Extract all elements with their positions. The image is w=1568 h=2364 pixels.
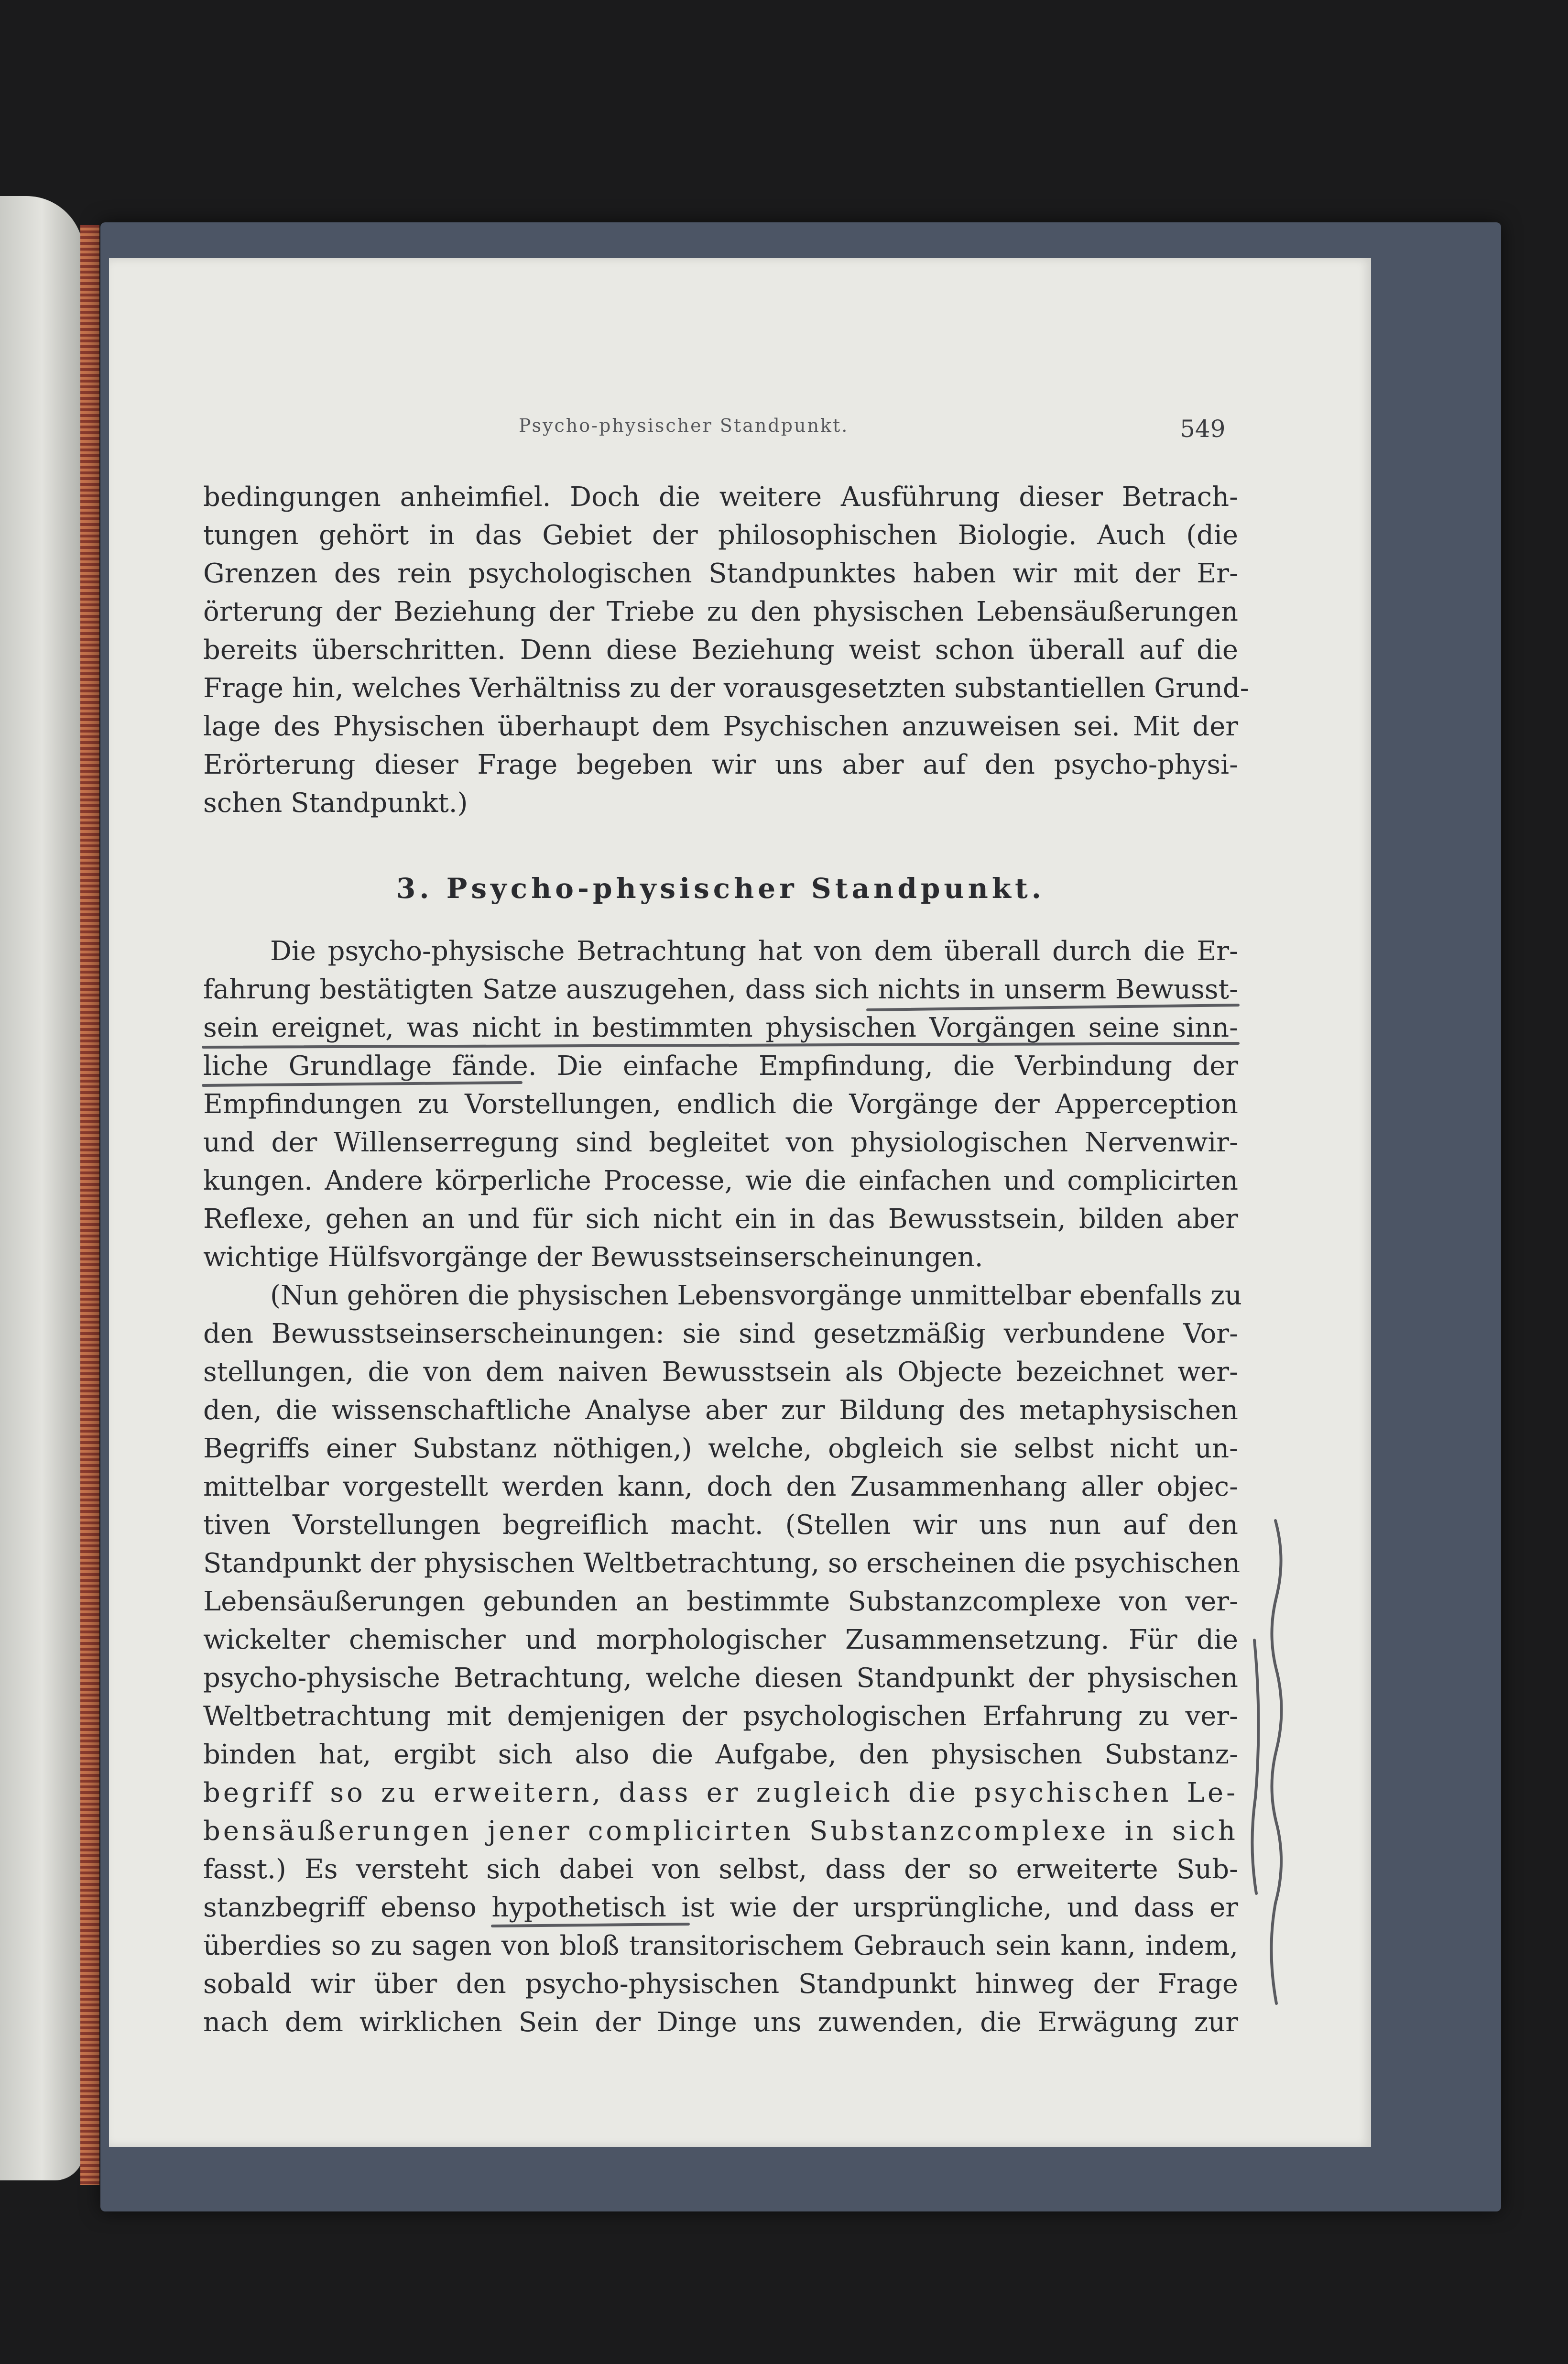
underline-mark [868,1005,1238,1010]
page-number: 549 [1180,415,1226,443]
text-line: überdies so zu sagen von bloß transitorischem Gebrauch sein kann, indem, [203,1930,1238,1961]
text-line: Begriffs einer Substanz nöthigen,) welche, obgleich sie selbst nicht un- [203,1433,1238,1464]
text-line: lage des Physischen überhaupt dem Psychischen anzuweisen sei. Mit der [203,711,1238,742]
text-line: fahrung bestätigten Satze auszugehen, dass sich nichts in unserm Bewusst- [203,974,1238,1005]
text-line: Reflexe, gehen an und für sich nicht ein in das Bewusstsein, bilden aber [203,1204,1238,1235]
text-line: Weltbetrachtung mit demjenigen der psychologischen Erfahrung zu ver- [203,1701,1238,1732]
margin-bracket [1271,1521,1281,2003]
underline-mark [492,1924,688,1926]
text-line: nach dem wirklichen Sein der Dinge uns zuwenden, die Erwägung zur [203,2007,1238,2038]
text-line: Grenzen des rein psychologischen Standpunktes haben wir mit der Er- [203,558,1238,589]
text-line: sobald wir über den psycho-physischen Standpunkt hinweg der Frage [203,1969,1238,2000]
text-line: Erörterung dieser Frage begeben wir uns aber auf den psycho-physi- [203,749,1238,780]
text-line: binden hat, ergibt sich also die Aufgabe, den physischen Substanz- [203,1739,1238,1770]
text-line: sein ereignet, was nicht in bestimmten physischen Vorgängen seine sinn- [203,1012,1238,1043]
text-line: wickelter chemischer und morphologischer Zusammensetzung. Für die [203,1624,1238,1655]
text-line: stellungen, die von dem naiven Bewusstsein als Objecte bezeichnet wer- [203,1357,1238,1388]
text-line: schen Standpunkt.) [203,788,468,819]
margin-bracket [1252,1640,1258,1893]
text-line: bedingungen anheimfiel. Doch die weitere Ausführung dieser Betrach- [203,482,1238,513]
text-line: bereits überschritten. Denn diese Beziehung weist schon überall auf die [203,635,1238,666]
text-line: tungen gehört in das Gebiet der philosophischen Biologie. Auch (die [203,520,1238,551]
text-line: tiven Vorstellungen begreiflich macht. (Stellen wir uns nun auf den [203,1510,1238,1541]
section-heading: 3. Psycho-physischer Standpunkt. [396,872,1045,905]
underline-mark [203,1083,521,1085]
text-line: liche Grundlage fände. Die einfache Empfindung, die Verbindung der [203,1051,1238,1082]
running-head: Psycho-physischer Standpunkt. [519,415,849,436]
text-line: Frage hin, welches Verhältniss zu der vorausgesetzten substantiellen Grund- [203,673,1249,704]
text-line: Lebensäußerungen gebunden an bestimmte Substanzcomplexe von ver- [203,1586,1238,1617]
underline-mark [203,1043,1238,1047]
text-line: (Nun gehören die physischen Lebensvorgänge unmittelbar ebenfalls zu [270,1280,1242,1311]
text-line: örterung der Beziehung der Triebe zu den physischen Lebensäußerungen [203,596,1238,627]
text-line: Empfindungen zu Vorstellungen, endlich die Vorgänge der Apperception [203,1089,1238,1120]
text-line: psycho-physische Betrachtung, welche diesen Standpunkt der physischen [203,1663,1238,1694]
text-line: begriff so zu erweitern, dass er zugleich die psychischen Le- [203,1777,1238,1808]
text-line: mittelbar vorgestellt werden kann, doch den Zusammenhang aller objec- [203,1471,1238,1502]
text-line: stanzbegriff ebenso hypothetisch ist wie der ursprüngliche, und dass er [203,1892,1238,1923]
text-line: Standpunkt der physischen Weltbetrachtung, so erscheinen die psychischen [203,1548,1241,1579]
text-line: kungen. Andere körperliche Processe, wie die einfachen und complicirten [203,1165,1238,1196]
text-line: Die psycho-physische Betrachtung hat von dem überall durch die Er- [270,936,1238,967]
text-line: fasst.) Es versteht sich dabei von selbst, dass der so erweiterte Sub- [203,1854,1238,1885]
text-line: bensäußerungen jener complicirten Substanzcomplexe in sich [203,1816,1238,1847]
text-line: den Bewusstseinserscheinungen: sie sind gesetzmäßig verbundene Vor- [203,1318,1238,1349]
text-line: wichtige Hülfsvorgänge der Bewusstseinserscheinungen. [203,1242,983,1273]
text-line: den, die wissenschaftliche Analyse aber zur Bildung des metaphysischen [203,1395,1238,1426]
text-line: und der Willenserregung sind begleitet von physiologischen Nervenwir- [203,1127,1238,1158]
